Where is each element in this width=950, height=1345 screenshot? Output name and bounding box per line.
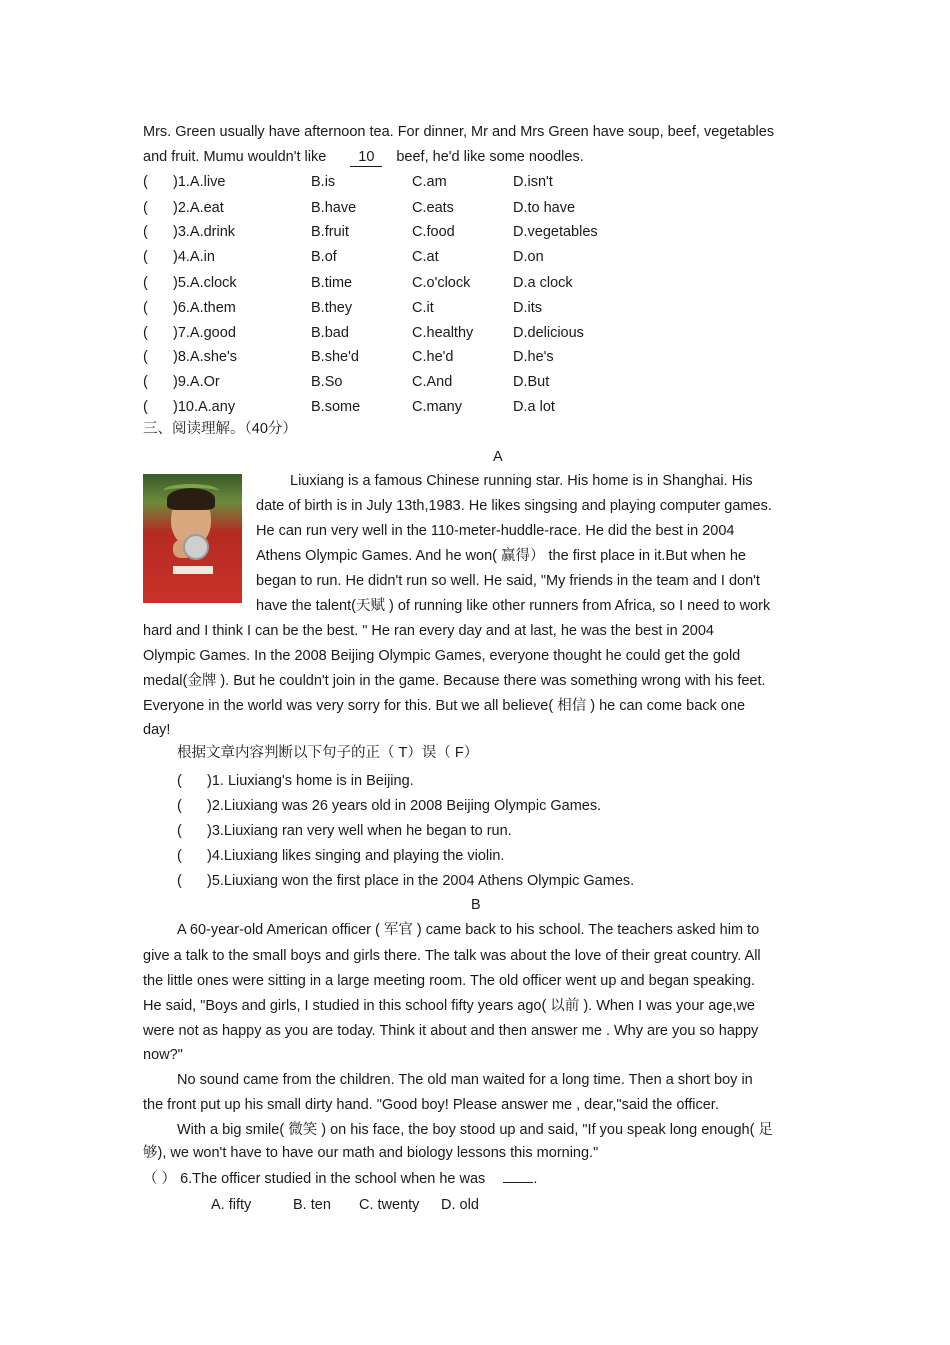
cloze-line-2 [143, 148, 584, 167]
blank-10: 10 [350, 148, 382, 167]
passage-a-line: date of birth is in July 13th,1983. He likes singsing and playing computer games. [256, 498, 772, 514]
answer-paren[interactable]: ( [143, 249, 148, 265]
passage-a-line: Olympic Games. In the 2008 Beijing Olympic Games, everyone thought he could get the gold [143, 648, 741, 664]
passage-a-line: Liuxiang is a famous Chinese running star. His home is in Shanghai. His [290, 473, 753, 489]
passage-b-line: the front put up his small dirty hand. "Good boy! Please answer me , dear,"said the officer. [143, 1097, 719, 1113]
answer-paren[interactable]: ( [177, 773, 182, 789]
option-c: C.it [412, 300, 434, 316]
passage-a-line: began to run. He didn't run so well. He said, "My friends in the team and I don't [256, 573, 760, 589]
option-d: D.a clock [513, 275, 573, 291]
passage-b-line: He said, "Boys and girls, I studied in this school fifty years ago( 以前 ). When I was your age,we [143, 998, 755, 1014]
passage-b-line: give a talk to the small boys and girls there. The talk was about the love of their great country. All [143, 948, 761, 964]
passage-a-line: medal(金牌 ). But he couldn't join in the game. Because there was something wrong with his feet. [143, 673, 766, 689]
option-b: B.have [311, 200, 357, 216]
option-c: C. twenty [359, 1197, 420, 1213]
answer-paren[interactable]: ( [143, 325, 148, 341]
option-b: B.she'd [311, 349, 359, 365]
cloze-line-1: Mrs. Green usually have afternoon tea. For dinner, Mr and Mrs Green have soup, beef, vegetables [143, 124, 775, 140]
section-heading: 三、阅读理解。（40分） [143, 421, 297, 437]
answer-paren[interactable]: ( [143, 399, 148, 415]
option-b: B.fruit [311, 224, 349, 240]
tf-statement: )3.Liuxiang ran very well when he began to run. [207, 823, 512, 839]
passage-b-line: 够), we won't have to have our math and biology lessons this morning." [143, 1145, 599, 1161]
option-b: B.So [311, 374, 343, 390]
option-c: C.o'clock [412, 275, 471, 291]
option-d: D.But [513, 374, 550, 390]
option-c: C.healthy [412, 325, 474, 341]
answer-paren[interactable]: ( [177, 873, 182, 889]
option-c: C.And [412, 374, 453, 390]
option-a: )2.A.eat [173, 200, 224, 216]
option-a: )7.A.good [173, 325, 236, 341]
passage-a-line: hard and I think I can be the best. " He ran every day and at last, he was the best in 2004 [143, 623, 715, 639]
collar-shape [173, 566, 213, 574]
wreath-shape [163, 484, 219, 498]
answer-paren[interactable]: ( [143, 275, 148, 291]
passage-a-line: Everyone in the world was very sorry for this. But we all believe( 相信 ) he can come back one [143, 698, 746, 714]
option-b: B.is [311, 174, 336, 190]
option-d: D. old [441, 1197, 479, 1213]
question-6 [143, 1168, 537, 1188]
option-a: )1.A.live [173, 174, 226, 190]
tf-statement: )5.Liuxiang won the first place in the 2004 Athens Olympic Games. [207, 873, 635, 889]
option-b: B.of [311, 249, 337, 265]
medal-icon [183, 534, 209, 560]
cloze-line-2-pre: and fruit. Mumu wouldn't like [143, 149, 327, 165]
answer-paren[interactable]: ( [143, 224, 148, 240]
passage-b-label: B [471, 897, 481, 913]
option-a: )4.A.in [173, 249, 215, 265]
cloze-line-2-post: beef, he'd like some noodles. [396, 149, 584, 165]
option-a: )8.A.she's [173, 349, 238, 365]
option-d: D.to have [513, 200, 576, 216]
option-b: B.they [311, 300, 353, 316]
option-a: )5.A.clock [173, 275, 237, 291]
option-d: D.a lot [513, 399, 555, 415]
option-b: B.time [311, 275, 353, 291]
option-b: B.bad [311, 325, 349, 341]
answer-paren[interactable]: ( [143, 374, 148, 390]
tf-statement: )2.Liuxiang was 26 years old in 2008 Beijing Olympic Games. [207, 798, 602, 814]
option-a: )6.A.them [173, 300, 236, 316]
option-b: B.some [311, 399, 361, 415]
passage-a-label: A [493, 449, 503, 465]
option-c: C.many [412, 399, 462, 415]
answer-blank[interactable] [503, 1168, 533, 1183]
option-a: A. fifty [211, 1197, 252, 1213]
option-d: D.isn't [513, 174, 553, 190]
passage-a-line: day! [143, 722, 171, 738]
answer-paren[interactable]: ( [143, 200, 148, 216]
passage-b-line: were not as happy as you are today. Think it about and then answer me . Why are you so happy [143, 1023, 759, 1039]
option-c: C.eats [412, 200, 454, 216]
passage-b-line: A 60-year-old American officer ( 军官 ) came back to his school. The teachers asked him to [177, 922, 760, 938]
option-d: D.its [513, 300, 542, 316]
option-d: D.delicious [513, 325, 584, 341]
answer-paren[interactable]: ( [143, 349, 148, 365]
answer-paren[interactable]: （ ） [143, 1171, 177, 1187]
answer-paren[interactable]: ( [143, 300, 148, 316]
passage-b-line: With a big smile( 微笑 ) on his face, the boy stood up and said, "If you speak long enough( 足 [177, 1122, 773, 1138]
passage-b-line: now?" [143, 1047, 183, 1063]
option-d: D.vegetables [513, 224, 598, 240]
liuxiang-photo [143, 474, 242, 603]
option-b: B. ten [293, 1197, 331, 1213]
tf-instruction: 根据文章内容判断以下句子的正（ T）误（ F） [177, 745, 479, 761]
passage-a-line: Athens Olympic Games. And he won( 赢得） the first place in it.But when he [256, 548, 746, 564]
option-c: C.he'd [412, 349, 454, 365]
passage-a-line: have the talent(天赋 ) of running like other runners from Africa, so I need to work [256, 598, 771, 614]
passage-b-line: the little ones were sitting in a large meeting room. The old officer went up and began speaking. [143, 973, 756, 989]
answer-paren[interactable]: ( [177, 848, 182, 864]
option-d: D.he's [513, 349, 554, 365]
answer-paren[interactable]: ( [143, 174, 148, 190]
question-6-end: . [533, 1171, 538, 1187]
option-a: )10.A.any [173, 399, 236, 415]
option-c: C.am [412, 174, 447, 190]
option-c: C.food [412, 224, 455, 240]
passage-b-line: No sound came from the children. The old man waited for a long time. Then a short boy in [177, 1072, 753, 1088]
question-6-text: 6.The officer studied in the school when he was [180, 1171, 486, 1187]
answer-paren[interactable]: ( [177, 823, 182, 839]
answer-paren[interactable]: ( [177, 798, 182, 814]
tf-statement: )4.Liuxiang likes singing and playing the violin. [207, 848, 505, 864]
option-c: C.at [412, 249, 439, 265]
option-d: D.on [513, 249, 544, 265]
tf-statement: )1. Liuxiang's home is in Beijing. [207, 773, 414, 789]
passage-a-line: He can run very well in the 110-meter-huddle-race. He did the best in 2004 [256, 523, 735, 539]
option-a: )9.A.Or [173, 374, 220, 390]
option-a: )3.A.drink [173, 224, 236, 240]
